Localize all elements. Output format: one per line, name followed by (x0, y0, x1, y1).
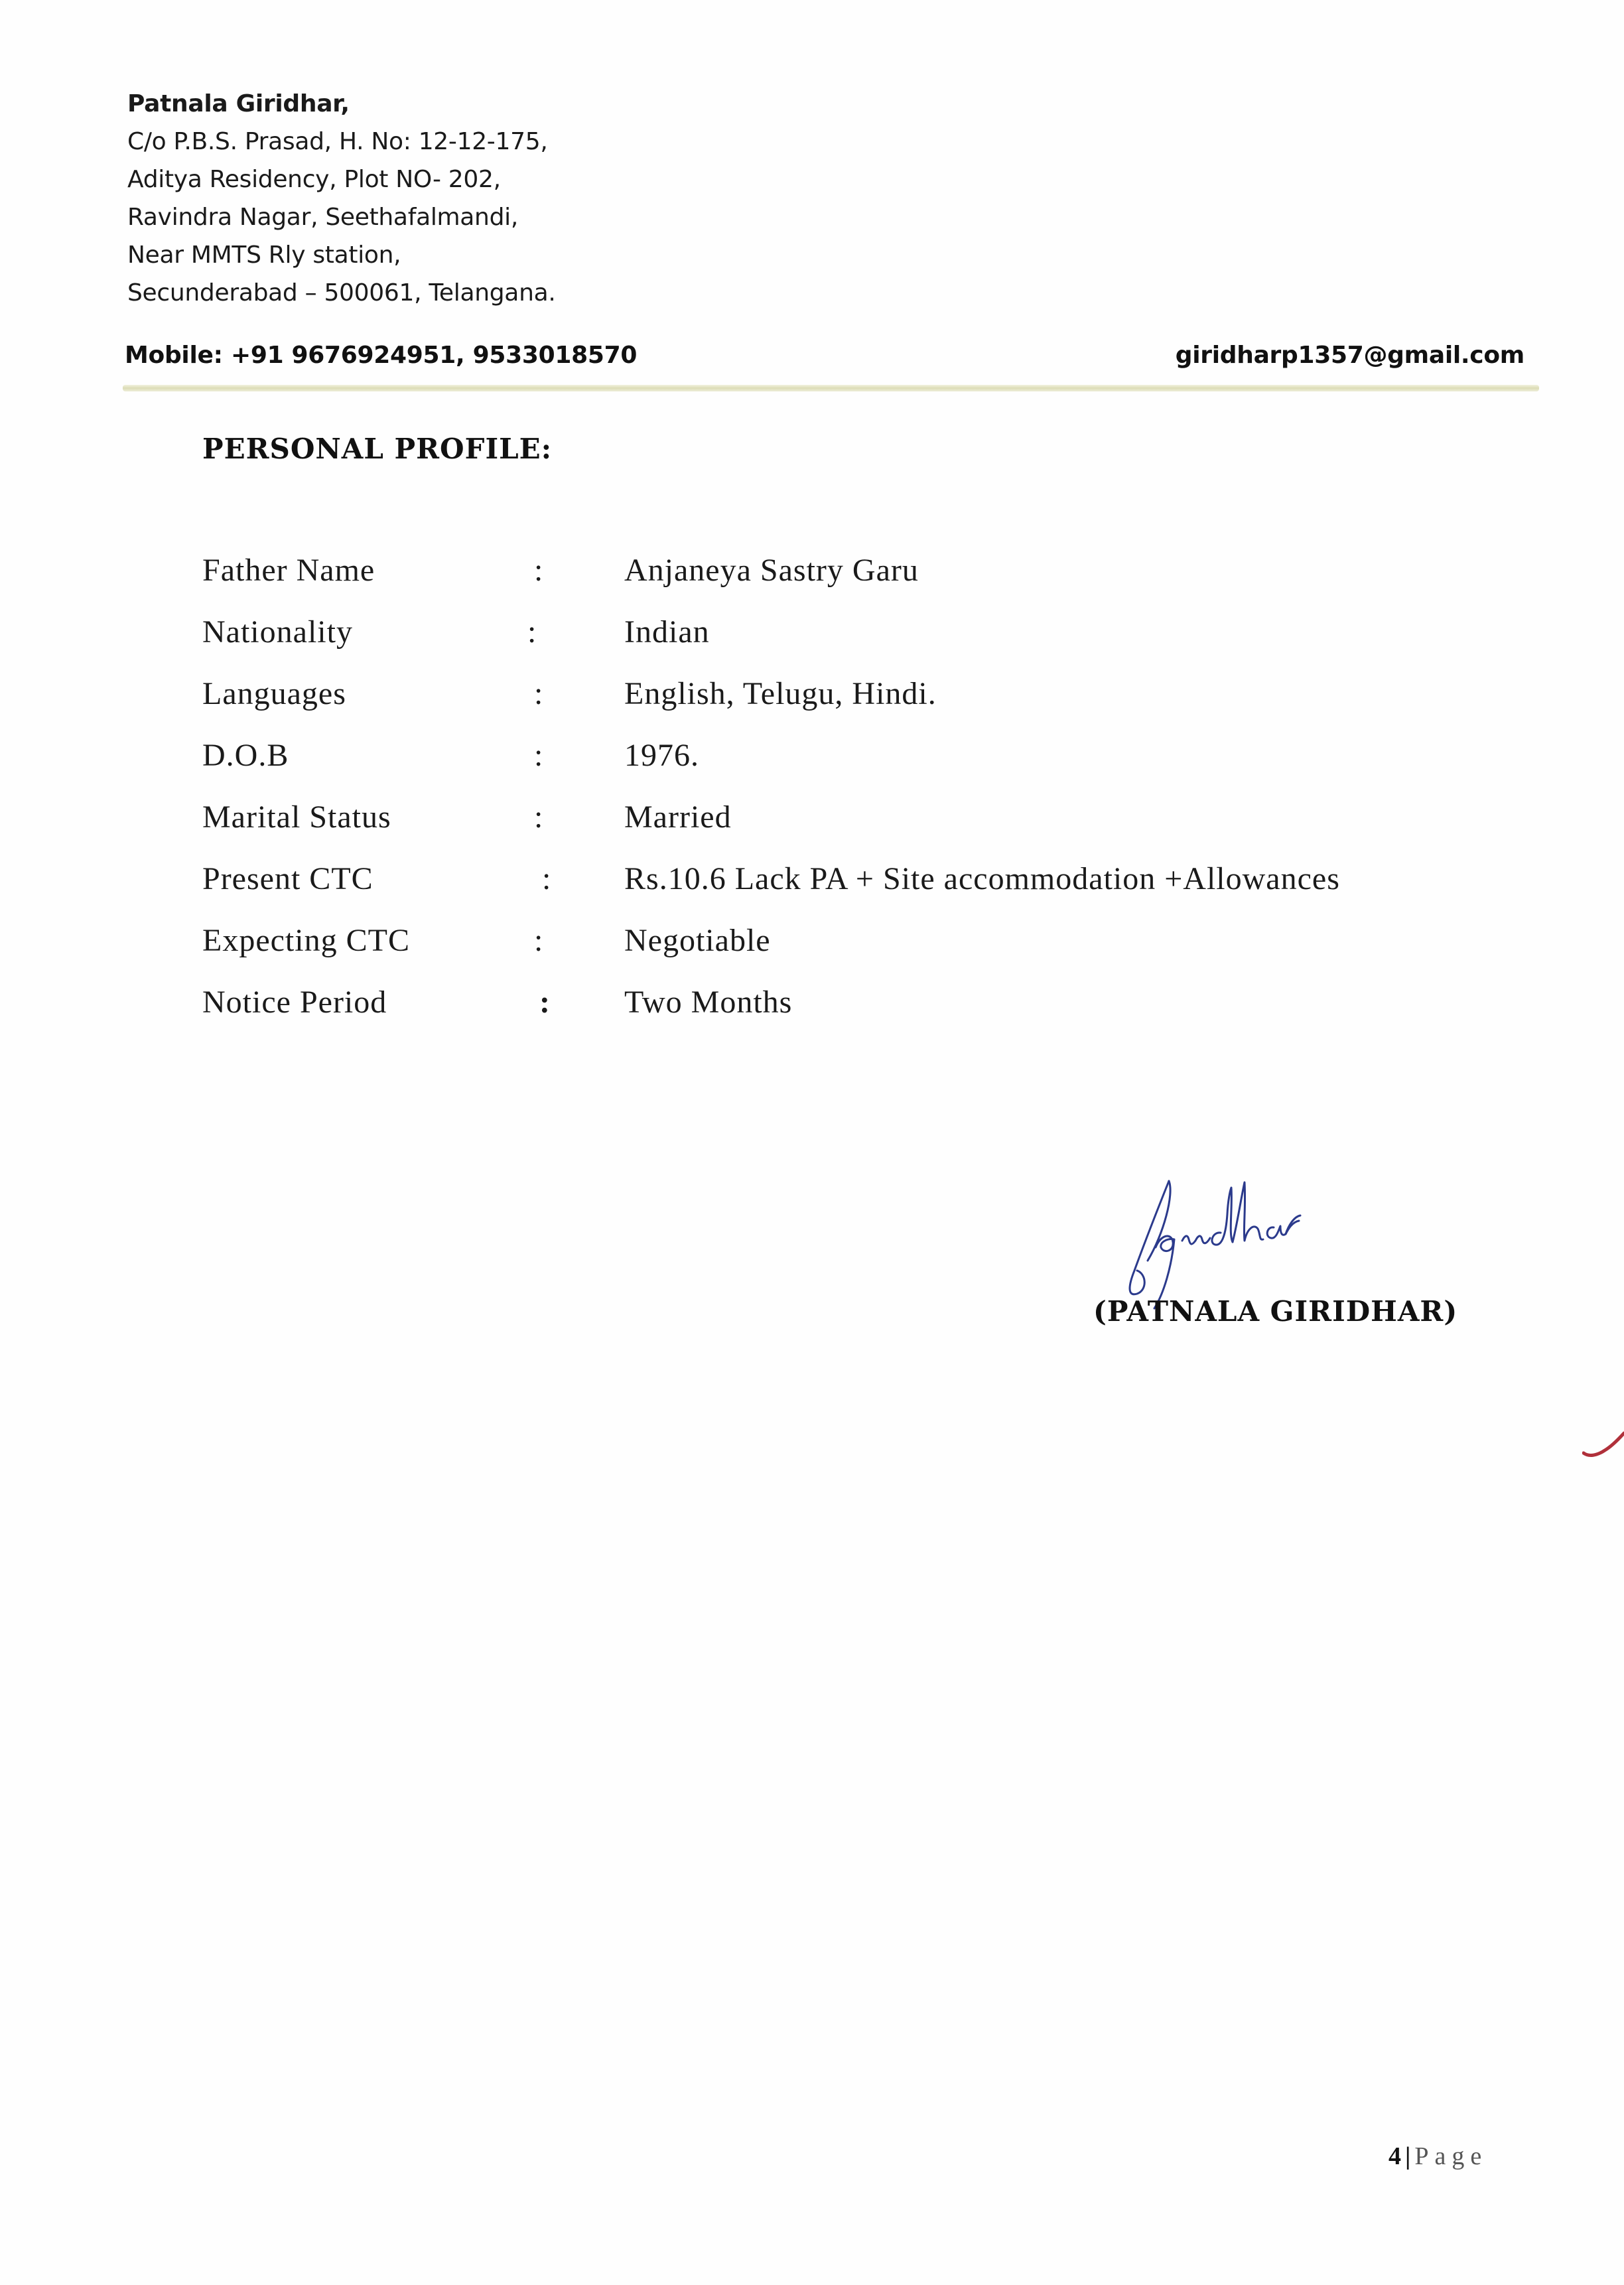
sender-name: Patnala Giridhar, (127, 90, 350, 117)
profile-separator: : (534, 553, 543, 588)
signatory-name: (PATNALA GIRIDHAR) (1093, 1295, 1458, 1328)
address-line: C/o P.B.S. Prasad, H. No: 12-12-175, (127, 128, 548, 155)
section-title: PERSONAL PROFILE: (202, 433, 553, 465)
profile-value: Two Months (624, 985, 793, 1020)
profile-separator: : (527, 614, 537, 650)
page-separator: | (1405, 2142, 1411, 2170)
profile-label: Languages (202, 676, 346, 711)
profile-value: Negotiable (624, 923, 771, 958)
page-footer (1388, 2142, 1487, 2171)
profile-label: Present CTC (202, 861, 373, 896)
profile-separator: : (534, 799, 543, 835)
profile-label: Expecting CTC (202, 923, 410, 958)
profile-value: Indian (624, 614, 710, 650)
profile-value: 1976. (624, 738, 699, 773)
profile-row-marital-status (202, 799, 1496, 861)
profile-separator: : (534, 738, 543, 773)
profile-value: Rs.10.6 Lack PA + Site accommodation +Allowances (624, 861, 1340, 896)
page-number: 4 (1388, 2142, 1401, 2170)
address-line: Near MMTS Rly station, (127, 242, 401, 269)
header-divider (123, 385, 1539, 391)
profile-separator: : (534, 923, 543, 958)
profile-label: D.O.B (202, 738, 289, 773)
contact-row (125, 342, 1524, 379)
address-line: Secunderabad – 500061, Telangana. (127, 279, 556, 307)
profile-row-languages (202, 675, 1496, 737)
profile-row-present-ctc (202, 861, 1496, 922)
profile-row-notice-period (202, 984, 1496, 1046)
mobile-number: Mobile: +91 9676924951, 9533018570 (125, 342, 638, 369)
profile-row-dob (202, 737, 1496, 799)
profile-label: Nationality (202, 614, 353, 650)
profile-value: Married (624, 799, 732, 835)
profile-separator: : (542, 861, 551, 896)
profile-row-father-name (202, 552, 1496, 614)
address-line: Aditya Residency, Plot NO- 202, (127, 166, 501, 193)
handwritten-signature-icon (1108, 1154, 1360, 1314)
personal-profile-table (202, 552, 1496, 1046)
profile-row-expecting-ctc (202, 922, 1496, 984)
address-line: Ravindra Nagar, Seethafalmandi, (127, 204, 518, 231)
ink-mark-icon (1582, 1426, 1624, 1466)
page-label: Page (1414, 2142, 1488, 2170)
profile-separator: : (539, 985, 550, 1020)
profile-label: Marital Status (202, 799, 391, 835)
profile-label: Father Name (202, 553, 375, 588)
profile-row-nationality (202, 614, 1496, 675)
profile-value: English, Telugu, Hindi. (624, 676, 937, 711)
email-address: giridharp1357@gmail.com (1175, 342, 1524, 369)
profile-label: Notice Period (202, 985, 387, 1020)
sender-address-block (127, 85, 555, 312)
profile-value: Anjaneya Sastry Garu (624, 553, 919, 588)
profile-separator: : (534, 676, 543, 711)
